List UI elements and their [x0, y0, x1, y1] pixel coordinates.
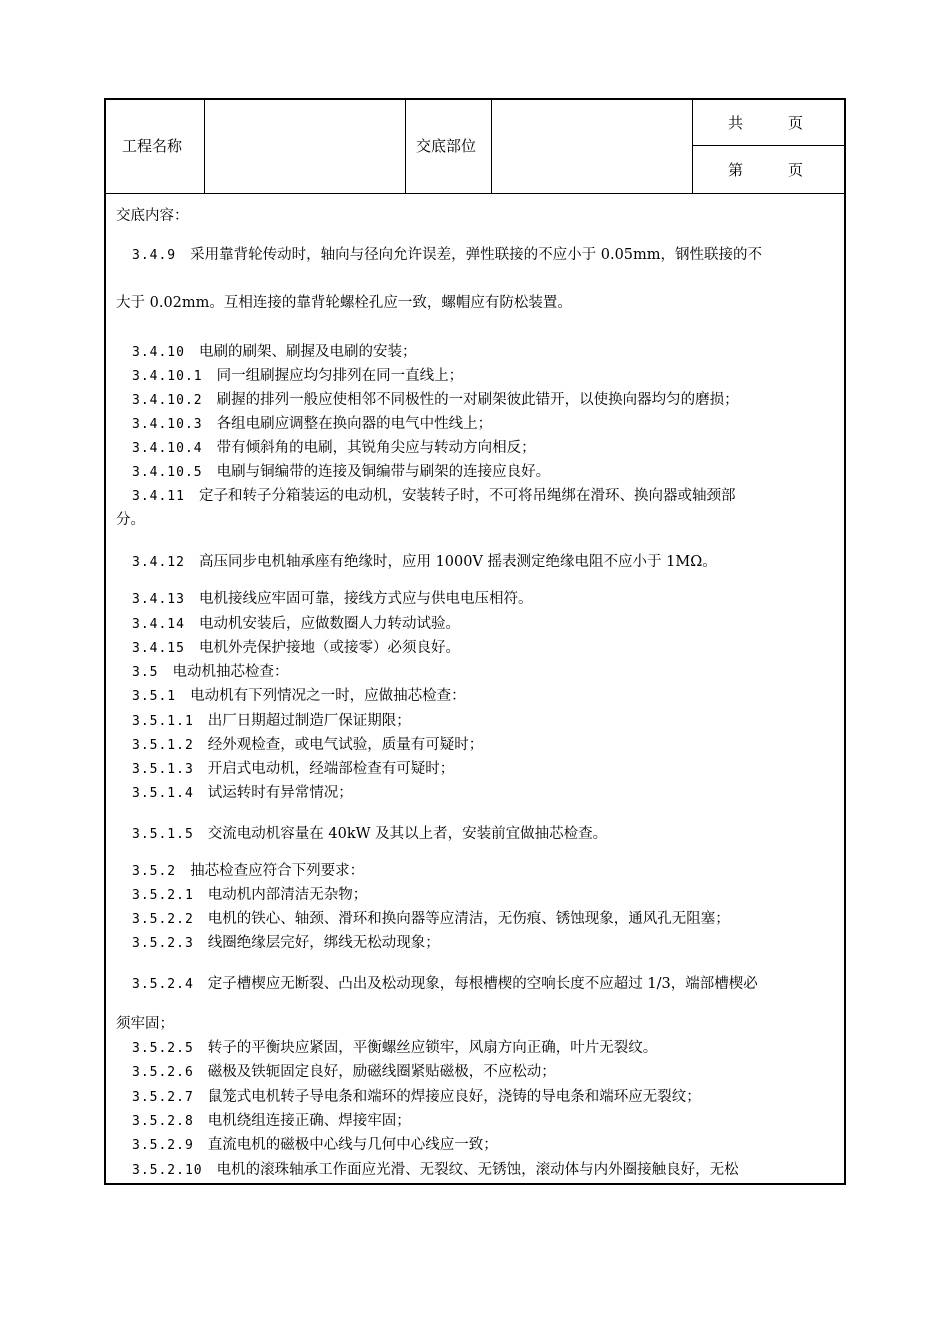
clause-number: 3.5.2.3 [132, 936, 194, 951]
content-line [132, 736, 483, 755]
clause-text: 刷握的排列一般应使相邻不同极性的一对刷架彼此错开，以使换向器均匀的磨损； [216, 392, 739, 408]
content-line [132, 639, 460, 658]
content-line [132, 553, 717, 572]
clause-text: 试运转时有异常情况； [207, 785, 353, 801]
clause-text: 高压同步电机轴承座有绝缘时，应用 1000V 摇表测定绝缘电阻不应小于 1MΩ。 [198, 554, 717, 570]
clause-text: 采用靠背轮传动时，轴向与径向允许误差，弹性联接的不应小于 0.05mm，钢性联接的不 [190, 247, 763, 263]
content-line [132, 615, 460, 634]
content-line [132, 886, 367, 905]
content-line [116, 294, 572, 312]
clause-number: 3.4.15 [132, 641, 185, 656]
content-line [132, 687, 466, 706]
content-line [132, 1161, 739, 1180]
handover-part-label: 交底部位 [416, 137, 477, 155]
clause-number: 3.4.10.5 [132, 465, 203, 480]
content-line [132, 1136, 498, 1155]
clause-text: 电动机抽芯检查： [172, 664, 289, 680]
content-line [132, 760, 454, 779]
clause-number: 3.5.2.8 [132, 1114, 194, 1129]
clause-text: 分。 [116, 512, 145, 528]
clause-text: 鼠笼式电机转子导电条和端环的焊接应良好，浇铸的导电条和端环应无裂纹； [207, 1089, 701, 1105]
content-line [132, 590, 532, 609]
content-line [132, 784, 353, 803]
clause-text: 电动机有下列情况之一时，应做抽芯检查： [190, 688, 466, 704]
document-table [104, 98, 846, 1185]
clause-number: 3.5.1.1 [132, 714, 194, 729]
clause-number: 3.5 [132, 665, 159, 680]
clause-number: 3.4.11 [132, 489, 185, 504]
clause-number: 3.5.2.5 [132, 1041, 194, 1056]
clause-text: 定子和转子分箱装运的电动机，安装转子时，不可将吊绳绑在滑环、换向器或轴颈部 [198, 488, 736, 504]
content-line [132, 663, 288, 682]
project-name-label: 工程名称 [122, 137, 183, 155]
clause-text: 抽芯检查应符合下列要求： [190, 863, 365, 879]
content-line [132, 1063, 556, 1082]
clause-number: 3.5.1.2 [132, 738, 194, 753]
content-line [132, 343, 416, 362]
clause-number: 3.5.2.6 [132, 1065, 194, 1080]
header-row [106, 100, 844, 194]
clause-text: 磁极及铁轭固定良好，励磁线圈紧贴磁极，不应松动； [207, 1064, 556, 1080]
clause-text: 电机外壳保护接地（或接零）必须良好。 [198, 640, 460, 656]
clause-text: 线圈绝缘层完好，绑线无松动现象； [207, 935, 440, 951]
content-line [132, 487, 735, 506]
clause-number: 3.4.10.1 [132, 369, 203, 384]
content-line [132, 1088, 701, 1107]
content-label: 交底内容： [116, 208, 189, 224]
clause-number: 3.4.10 [132, 345, 185, 360]
divider [491, 100, 492, 193]
clause-number: 3.4.10.4 [132, 441, 203, 456]
clause-text: 直流电机的磁极中心线与几何中心线应一致； [207, 1137, 498, 1153]
divider [692, 100, 693, 193]
content-line [132, 862, 364, 881]
clause-number: 3.5.2.4 [132, 977, 194, 992]
clause-number: 3.5.1.5 [132, 827, 194, 842]
content-line [132, 391, 739, 410]
content-line [116, 1015, 174, 1033]
clause-text: 电动机安装后，应做数圈人力转动试验。 [198, 616, 460, 632]
clause-text: 电机绕组连接正确、焊接牢固； [207, 1113, 411, 1129]
clause-number: 3.4.9 [132, 248, 177, 263]
clause-text: 经外观检查，或电气试验，质量有可疑时； [207, 737, 484, 753]
content-line [132, 934, 440, 953]
content-line [132, 367, 463, 386]
content-line [132, 415, 492, 434]
clause-number: 3.4.10.2 [132, 393, 203, 408]
content-line [132, 825, 607, 844]
clause-number: 3.4.14 [132, 617, 185, 632]
divider [204, 100, 205, 193]
clause-text: 电机的铁心、轴颈、滑环和换向器等应清洁，无伤痕、锈蚀现象，通风孔无阻塞； [207, 911, 730, 927]
total-pages-label: 共 页 [728, 114, 804, 132]
clause-text: 带有倾斜角的电刷，其锐角尖应与转动方向相反； [216, 440, 536, 456]
clause-text: 电刷与铜编带的连接及铜编带与刷架的连接应良好。 [216, 464, 551, 480]
content-line [132, 1112, 411, 1131]
content-line [132, 246, 762, 265]
clause-number: 3.4.10.3 [132, 417, 203, 432]
clause-text: 转子的平衡块应紧固，平衡螺丝应锁牢，风扇方向正确，叶片无裂纹。 [207, 1040, 658, 1056]
clause-number: 3.5.2.10 [132, 1163, 203, 1178]
clause-text: 电机接线应牢固可靠，接线方式应与供电电压相符。 [198, 591, 533, 607]
clause-number: 3.5.2.7 [132, 1090, 194, 1105]
clause-text: 交流电动机容量在 40kW 及其以上者，安装前宜做抽芯检查。 [207, 826, 608, 842]
clause-number: 3.5.1.3 [132, 762, 194, 777]
clause-text: 各组电刷应调整在换向器的电气中性线上； [216, 416, 493, 432]
clause-number: 3.5.1.4 [132, 786, 194, 801]
divider [692, 145, 844, 146]
clause-text: 电动机内部清洁无杂物； [207, 887, 368, 903]
clause-number: 3.5.2.2 [132, 912, 194, 927]
clause-number: 3.4.12 [132, 555, 185, 570]
clause-number: 3.4.13 [132, 592, 185, 607]
clause-number: 3.5.2.9 [132, 1138, 194, 1153]
content-line [132, 439, 536, 458]
clause-text: 电机的滚珠轴承工作面应光滑、无裂纹、无锈蚀，滚动体与内外圈接触良好，无松 [216, 1162, 739, 1178]
clause-text: 出厂日期超过制造厂保证期限； [207, 713, 411, 729]
content-line [116, 511, 145, 529]
clause-number: 3.5.2.1 [132, 888, 194, 903]
clause-number: 3.5.2 [132, 864, 177, 879]
clause-text: 定子槽楔应无断裂、凸出及松动现象，每根槽楔的空响长度不应超过 1/3，端部槽楔必 [207, 976, 758, 992]
clause-text: 须牢固； [116, 1016, 174, 1032]
clause-text: 大于 0.02mm。互相连接的靠背轮螺栓孔应一致，螺帽应有防松装置。 [116, 295, 572, 311]
content-line [132, 975, 758, 994]
divider [405, 100, 406, 193]
content-line [132, 463, 550, 482]
page-number-label: 第 页 [728, 161, 804, 179]
content-line [132, 910, 730, 929]
clause-text: 电刷的刷架、刷握及电刷的安装； [198, 344, 417, 360]
clause-text: 同一组刷握应均匀排列在同一直线上； [216, 368, 464, 384]
clause-text: 开启式电动机，经端部检查有可疑时； [207, 761, 455, 777]
clause-number: 3.5.1 [132, 689, 177, 704]
content-line [132, 1039, 657, 1058]
content-line [132, 712, 411, 731]
